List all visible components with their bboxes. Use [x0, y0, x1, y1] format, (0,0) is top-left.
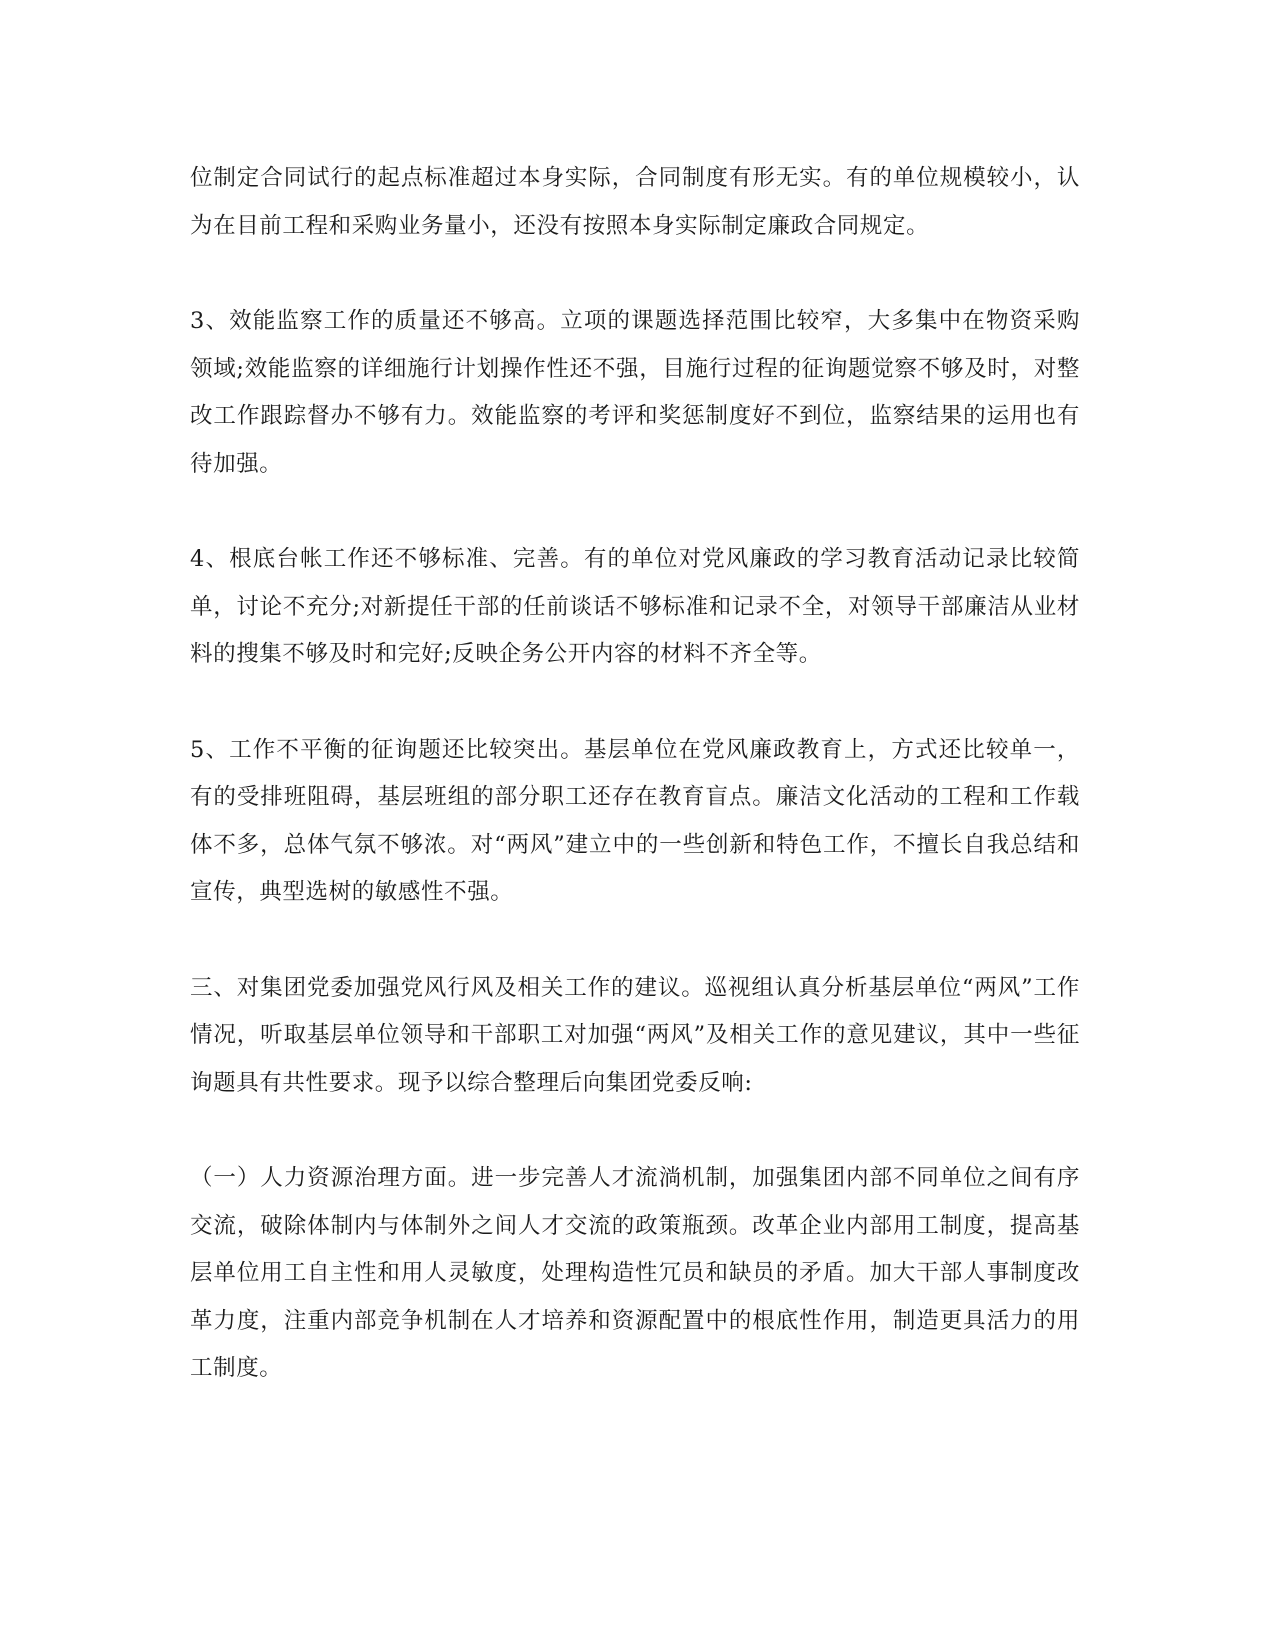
paragraph-gap — [190, 488, 1080, 536]
paragraph-efficiency-supervision: 3、效能监察工作的质量还不够高。立项的课题选择范围比较窄，大多集中在物资采购领域;效能监察的详细施行计划操作性还不强，目施行过程的征询题觉察不够及时，对整改工作跟踪督办不够有力。效能监察的考评和奖惩制度好不到位，监察结果的运用也有待加强。 — [190, 308, 1080, 477]
paragraph-gap — [190, 1107, 1080, 1155]
paragraph-hr-management: （一）人力资源治理方面。进一步完善人才流淌机制，加强集团内部不同单位之间有序交流，破除体制内与体制外之间人才交流的政策瓶颈。改革企业内部用工制度，提高基层单位用工自主性和用人灵敏度，处理构造性冗员和缺员的矛盾。加大干部人事制度改革力度，注重内部竞争机制在人才培养和资源配置中的根底性作用，制造更具活力的用工制度。 — [190, 1165, 1080, 1381]
paragraph-unbalanced-work: 5、工作不平衡的征询题还比较突出。基层单位在党风廉政教育上，方式还比较单一，有的受排班阻碍，基层班组的部分职工还存在教育盲点。廉洁文化活动的工程和工作载体不多，总体气氛不够浓。对“两风”建立中的一些创新和特色工作，不擅长自我总结和宣传，典型选树的敏感性不强。 — [190, 736, 1080, 905]
paragraph-gap — [190, 679, 1080, 727]
paragraph-gap — [190, 250, 1080, 298]
paragraph-gap — [190, 917, 1080, 965]
paragraph-section-three-suggestions: 三、对集团党委加强党风行风及相关工作的建议。巡视组认真分析基层单位“两风”工作情况，听取基层单位领导和干部职工对加强“两风”及相关工作的意见建议，其中一些征询题具有共性要求。现予以综合整理后向集团党委反响: — [190, 974, 1080, 1096]
paragraph-contract-standard: 位制定合同试行的起点标准超过本身实际，合同制度有形无实。有的单位规模较小，认为在目前工程和采购业务量小，还没有按照本身实际制定廉政合同规定。 — [190, 165, 1080, 239]
paragraph-ledger-work: 4、根底台帐工作还不够标准、完善。有的单位对党风廉政的学习教育活动记录比较简单，讨论不充分;对新提任干部的任前谈话不够标准和记录不全，对领导干部廉洁从业材料的搜集不够及时和完好;反映企务公开内容的材料不齐全等。 — [190, 546, 1080, 667]
document-body — [190, 155, 1080, 1393]
